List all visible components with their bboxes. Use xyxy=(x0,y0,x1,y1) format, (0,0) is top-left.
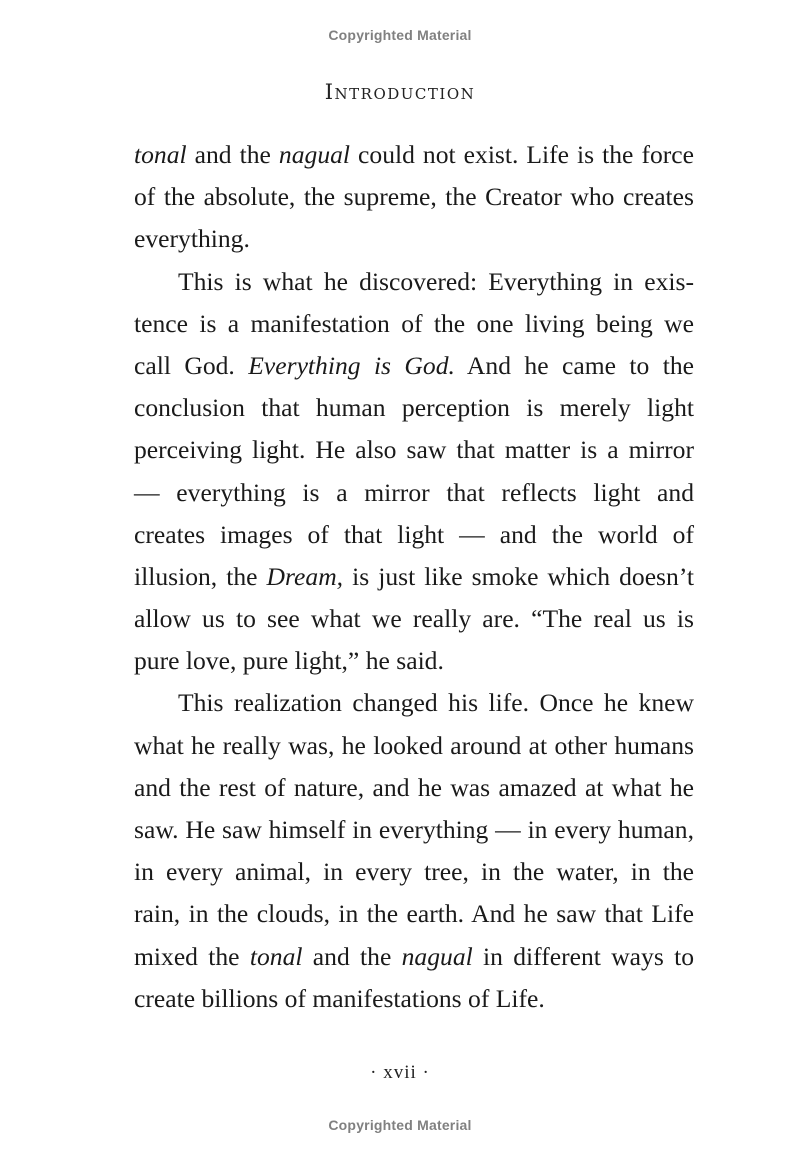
text-run: creates images of that light — and the world of xyxy=(134,519,694,549)
text-run: perceiving light. He also saw that matter is a mirror xyxy=(134,435,694,465)
text-run: of the absolute, the supreme, the Creator who creates xyxy=(134,182,694,212)
text-line xyxy=(134,303,694,345)
italic-text: nagual xyxy=(278,140,351,169)
text-run: saw. He saw himself in everything — in every human, xyxy=(134,815,694,844)
text-line xyxy=(134,978,694,1020)
text-run: could not exist. Life is the force xyxy=(350,140,695,169)
text-line xyxy=(134,472,694,514)
italic-text: nagual xyxy=(401,941,473,971)
text-run: is just like smoke which doesn’t xyxy=(343,561,694,591)
text-line xyxy=(134,725,694,767)
running-head: Introduction xyxy=(324,80,476,104)
text-run: and the rest of nature, and he was amazed at what he xyxy=(134,772,694,802)
text-line xyxy=(134,261,694,303)
text-line xyxy=(134,598,694,640)
text-line xyxy=(134,387,694,429)
italic-text: Everything is God. xyxy=(248,350,455,380)
italic-text: Dream, xyxy=(266,561,344,591)
text-run: create billions of manifestations of Life. xyxy=(134,983,545,1013)
italic-text: tonal xyxy=(249,941,303,971)
text-line xyxy=(134,429,694,471)
body-text xyxy=(134,134,694,1020)
text-run: call God. xyxy=(134,350,249,380)
paragraph xyxy=(134,261,694,683)
text-line xyxy=(134,345,694,387)
italic-text: tonal xyxy=(134,140,187,169)
text-run: illusion, the xyxy=(134,561,267,591)
paragraph xyxy=(134,134,694,261)
text-run: conclusion that human perception is merely light xyxy=(134,393,694,423)
text-line xyxy=(134,936,694,978)
text-line xyxy=(134,809,694,851)
text-run: in every animal, in every tree, in the water, in the xyxy=(134,857,694,887)
text-run: And he came to the xyxy=(454,350,694,380)
text-line xyxy=(134,767,694,809)
text-run: This realization changed his life. Once he knew xyxy=(178,688,694,718)
text-line xyxy=(134,682,694,724)
text-run: mixed the xyxy=(134,941,250,971)
text-line xyxy=(134,851,694,893)
text-line xyxy=(134,893,694,935)
text-line xyxy=(134,514,694,556)
text-run: rain, in the clouds, in the earth. And he saw that Life xyxy=(134,899,694,929)
text-line xyxy=(134,134,694,176)
text-run: everything. xyxy=(134,224,250,254)
text-line xyxy=(134,176,694,218)
copyright-watermark-top: Copyrighted Material xyxy=(328,27,472,43)
paragraph xyxy=(134,682,694,1020)
text-line xyxy=(134,556,694,598)
text-run: pure love, pure light,” he said. xyxy=(134,646,444,676)
text-run: and the xyxy=(186,140,279,169)
text-run: This is what he discovered: Everything in exis- xyxy=(178,266,694,296)
text-run: in different ways to xyxy=(472,941,695,971)
text-run: tence is a manifestation of the one living being we xyxy=(134,308,694,338)
page-number: · xvii · xyxy=(370,1062,430,1083)
text-line xyxy=(134,640,694,682)
copyright-watermark-bottom: Copyrighted Material xyxy=(328,1117,472,1133)
text-line xyxy=(134,218,694,260)
text-run: allow us to see what we really are. “The real us is xyxy=(134,604,694,634)
text-run: what he really was, he looked around at other humans xyxy=(134,730,694,760)
text-run: — everything is a mirror that reflects light and xyxy=(134,477,694,507)
text-run: and the xyxy=(302,941,402,971)
